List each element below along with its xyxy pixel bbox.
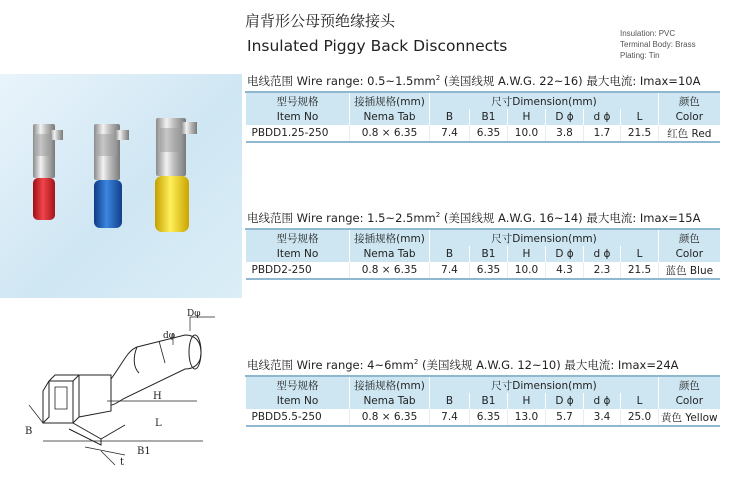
header-color-en: Color (659, 109, 720, 125)
spec-table-1 (245, 91, 720, 143)
header-dimension: 尺寸Dimension(mm) (430, 92, 659, 109)
cell-b1: 6.35 (470, 409, 508, 426)
spec-table-2 (245, 228, 720, 280)
header-tab-cn: 接插规格(mm) (350, 229, 430, 246)
label-t: t (120, 457, 125, 468)
label-b1: B1 (137, 446, 151, 457)
blue-terminal (94, 124, 129, 228)
header-tab-en: Nema Tab (350, 109, 430, 125)
header-color-cn: 颜色 (659, 376, 720, 393)
header-tab-en: Nema Tab (350, 246, 430, 262)
cell-b: 7.4 (430, 125, 470, 142)
header-item-cn: 型号规格 (246, 92, 350, 109)
cell-h: 10.0 (508, 262, 546, 279)
header-color-en: Color (659, 246, 720, 262)
cell-l: 25.0 (621, 409, 659, 426)
header-dim-l: L (621, 109, 659, 125)
header-dim-l: L (621, 246, 659, 262)
product-photo (0, 74, 242, 298)
wire-range-line-2: 电线范围 Wire range: $1.5\sim 2.5mm^2$ (美国线规 A.W.G. 16~14) 最大电流: Imax=15A (247, 211, 701, 225)
yellow-terminal (155, 118, 197, 232)
header-dim-d-outer: D ϕ (546, 246, 584, 262)
label-d-phi-inner: dφ (163, 331, 176, 341)
cell-l: 21.5 (621, 262, 659, 279)
cell-b1: 6.35 (470, 262, 508, 279)
header-item-en: Item No (246, 246, 350, 262)
cell-color: 黄色 Yellow (659, 409, 720, 426)
spec-terminal-body: Terminal Body: Brass (620, 40, 696, 49)
cell-d-inner: 2.3 (584, 262, 621, 279)
header-color-en: Color (659, 393, 720, 409)
cell-tab: 0.8 × 6.35 (350, 409, 430, 426)
label-d-phi-outer: Dφ (187, 309, 201, 319)
spec-plating: Plating: Tin (620, 51, 660, 60)
cell-item: PBDD1.25-250 (246, 125, 350, 142)
header-tab-cn: 接插规格(mm) (350, 376, 430, 393)
header-color-cn: 颜色 (659, 229, 720, 246)
header-dim-h: H (508, 109, 546, 125)
header-color-cn: 颜色 (659, 92, 720, 109)
label-b: B (25, 426, 33, 437)
cell-d-inner: 1.7 (584, 125, 621, 142)
header-tab-cn: 接插规格(mm) (350, 92, 430, 109)
cell-d-outer: 3.8 (546, 125, 584, 142)
title-chinese: 肩背形公母预绝缘接头 (245, 12, 396, 30)
header-item-en: Item No (246, 109, 350, 125)
cell-l: 21.5 (621, 125, 659, 142)
cell-b: 7.4 (430, 262, 470, 279)
header-dim-d-outer: D ϕ (546, 109, 584, 125)
spec-table-3 (245, 375, 720, 427)
cell-tab: 0.8 × 6.35 (350, 125, 430, 142)
cell-b: 7.4 (430, 409, 470, 426)
header-dim-d-inner: d ϕ (584, 109, 621, 125)
cell-d-outer: 5.7 (546, 409, 584, 426)
cell-b1: 6.35 (470, 125, 508, 142)
header-dimension: 尺寸Dimension(mm) (430, 376, 659, 393)
label-h: H (153, 391, 162, 402)
header-dim-b1: B1 (470, 109, 508, 125)
header-dim-b: B (430, 246, 470, 262)
wire-range-line-3: 电线范围 Wire range: $4\sim 6mm^2$ (美国线规 A.W.G. 12~10) 最大电流: Imax=24A (247, 358, 679, 372)
red-terminal (33, 124, 63, 220)
cell-tab: 0.8 × 6.35 (350, 262, 430, 279)
cell-d-inner: 3.4 (584, 409, 621, 426)
cell-color: 蓝色 Blue (659, 262, 720, 279)
header-dimension: 尺寸Dimension(mm) (430, 229, 659, 246)
header-item-en: Item No (246, 393, 350, 409)
header-item-cn: 型号规格 (246, 376, 350, 393)
cell-d-outer: 4.3 (546, 262, 584, 279)
header-dim-l: L (621, 393, 659, 409)
header-dim-b1: B1 (470, 246, 508, 262)
header-dim-b: B (430, 393, 470, 409)
cell-item: PBDD5.5-250 (246, 409, 350, 426)
title-english: Insulated Piggy Back Disconnects (247, 37, 508, 55)
header-dim-d-inner: d ϕ (584, 393, 621, 409)
header-dim-h: H (508, 246, 546, 262)
label-l: L (155, 418, 162, 429)
dimension-drawing (15, 305, 240, 470)
header-dim-b: B (430, 109, 470, 125)
cell-item: PBDD2-250 (246, 262, 350, 279)
cell-color: 红色 Red (659, 125, 720, 142)
header-dim-h: H (508, 393, 546, 409)
wire-range-line-1: 电线范围 Wire range: $0.5\sim 1.5mm^2$ (美国线规 A.W.G. 22~16) 最大电流: Imax=10A (247, 74, 701, 88)
spec-insulation: Insulation: PVC (620, 29, 676, 38)
header-dim-b1: B1 (470, 393, 508, 409)
cell-h: 10.0 (508, 125, 546, 142)
header-tab-en: Nema Tab (350, 393, 430, 409)
cell-h: 13.0 (508, 409, 546, 426)
header-dim-d-outer: D ϕ (546, 393, 584, 409)
header-dim-d-inner: d ϕ (584, 246, 621, 262)
header-item-cn: 型号规格 (246, 229, 350, 246)
